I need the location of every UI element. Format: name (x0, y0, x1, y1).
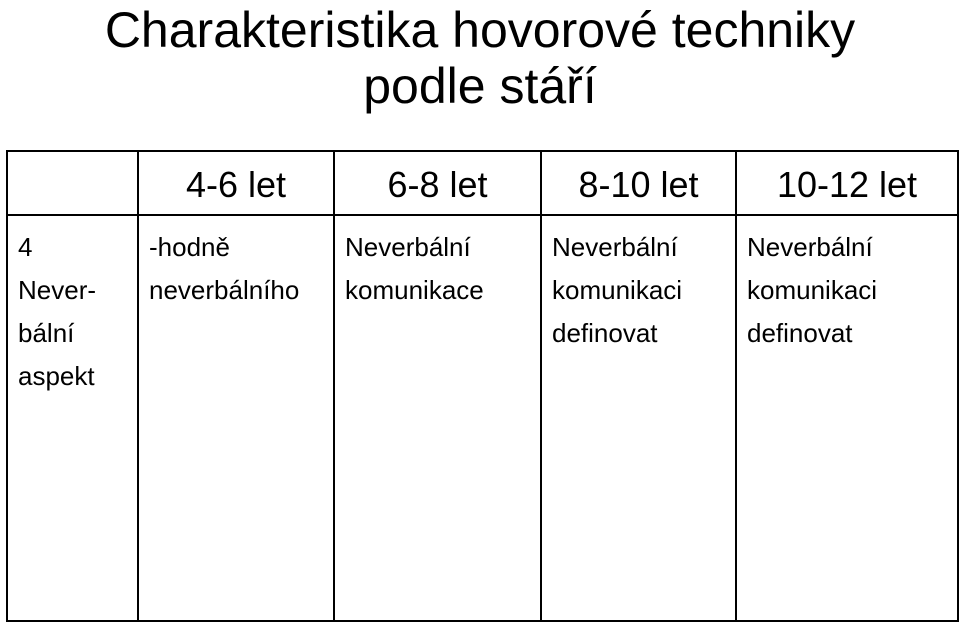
cell-line: Neverbální (552, 232, 678, 262)
row-label-cell (7, 215, 138, 621)
row-label-line: bální (18, 318, 75, 348)
header-cell-10-12: 10-12 let (736, 151, 958, 215)
cell-4-6 (138, 215, 334, 621)
cell-6-8 (334, 215, 541, 621)
cell-line: Neverbální (747, 232, 873, 262)
row-label-line: Never- (18, 275, 97, 305)
title-line-1: Charakteristika hovorové techniky (104, 2, 856, 58)
cell-line: definovat (747, 318, 853, 348)
cell-line: neverbálního (149, 275, 300, 305)
title-line-2: podle stáří (363, 58, 597, 114)
cell-line: definovat (552, 318, 658, 348)
cell-line: Neverbální (345, 232, 471, 262)
table-row (7, 215, 958, 621)
cell-10-12 (736, 215, 958, 621)
header-cell-4-6: 4-6 let (138, 151, 334, 215)
header-cell-empty (7, 151, 138, 215)
slide-title (0, 0, 960, 114)
row-label-line: aspekt (18, 361, 95, 391)
header-row (7, 151, 958, 215)
header-cell-6-8: 6-8 let (334, 151, 541, 215)
row-label-line: 4 (18, 232, 33, 262)
cell-line: komunikace (345, 275, 484, 305)
cell-line: komunikaci (747, 275, 878, 305)
cell-line: -hodně (149, 232, 230, 262)
cell-line: komunikaci (552, 275, 683, 305)
cell-8-10 (541, 215, 736, 621)
header-cell-8-10: 8-10 let (541, 151, 736, 215)
age-characteristics-table (6, 150, 959, 622)
